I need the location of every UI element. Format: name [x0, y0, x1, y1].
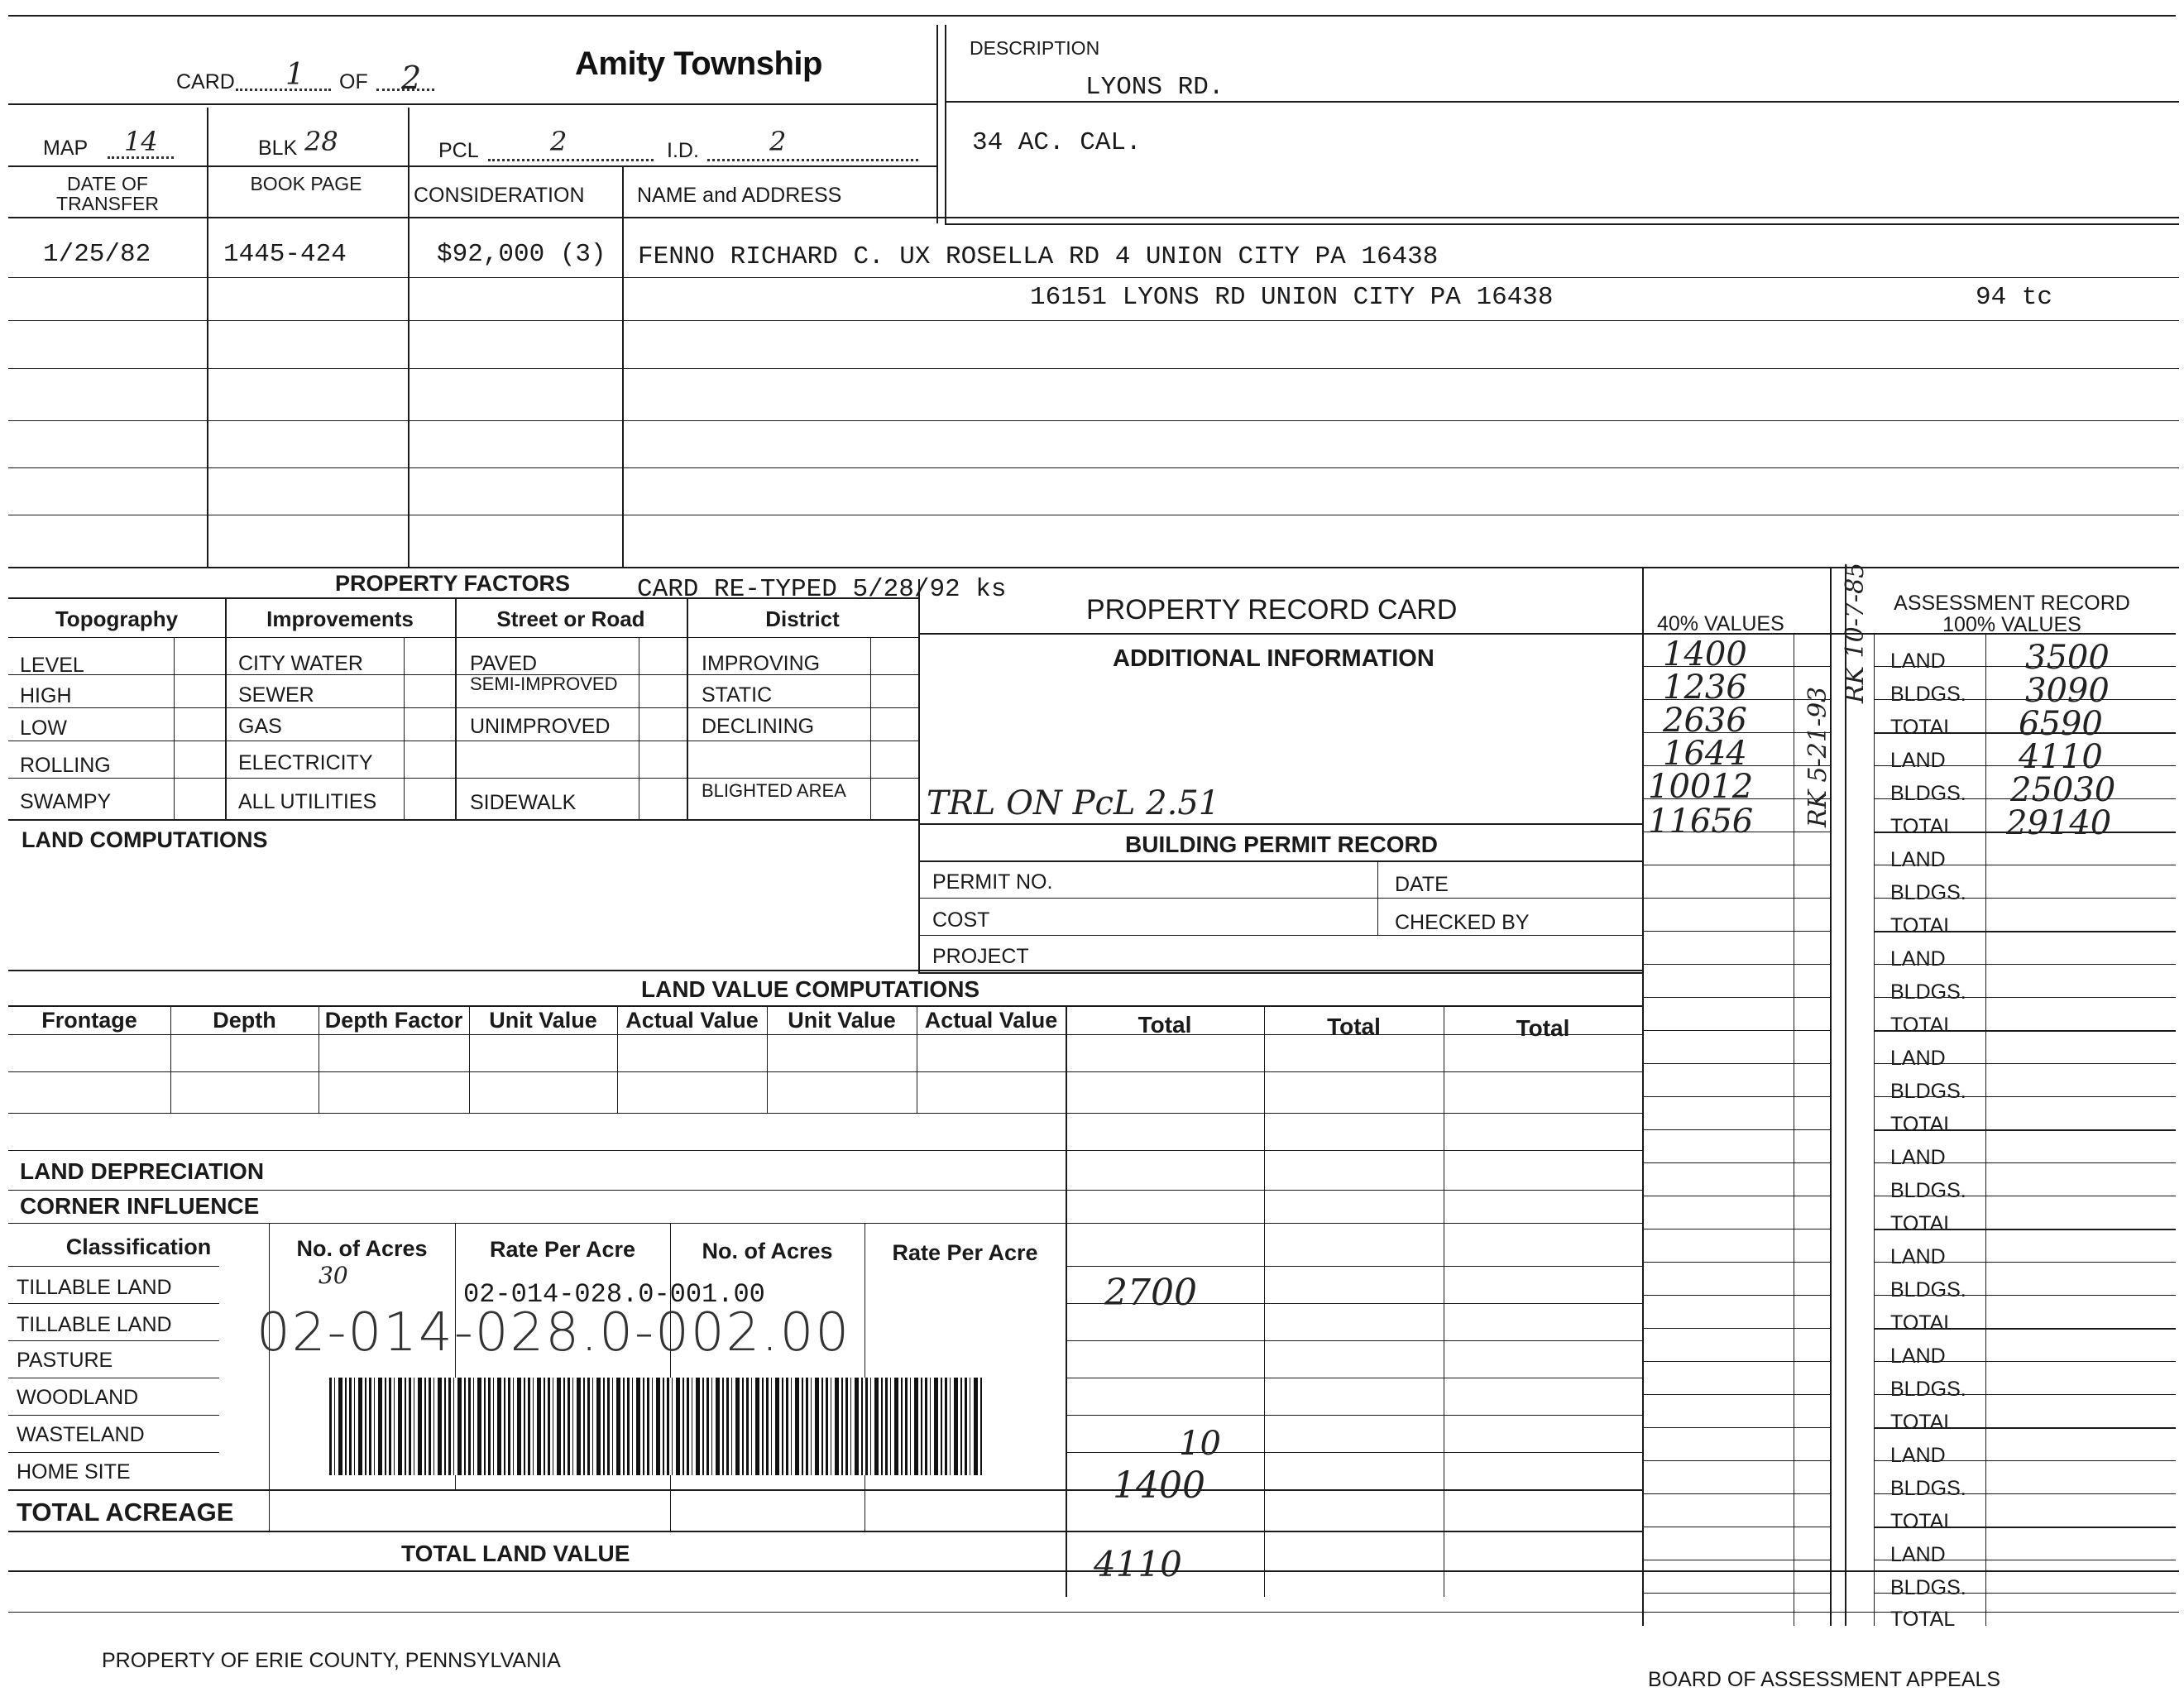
- assess-label-land: LAND: [1890, 1245, 1946, 1268]
- assess-label-bldgs: BLDGS.: [1890, 1576, 1966, 1599]
- record-card-title: PROPERTY RECORD CARD: [1086, 594, 1458, 626]
- street-semi-improved: SEMI-IMPROVED: [470, 673, 618, 694]
- total-land-value-label: TOTAL LAND VALUE: [401, 1541, 630, 1566]
- transfer-address-line2: 16151 LYONS RD UNION CITY PA 16438: [1030, 283, 1554, 312]
- assess-label-land: LAND: [1890, 1047, 1946, 1070]
- handwritten-note: TRL ON PcL 2.51: [927, 784, 1220, 822]
- acre-header-rate-1: Rate Per Acre: [489, 1237, 636, 1262]
- assess-label-land: LAND: [1890, 848, 1946, 871]
- assess-label-bldgs: BLDGS.: [1890, 1080, 1966, 1103]
- header-street: Street or Road: [496, 606, 645, 631]
- land-depreciation-label: LAND DEPRECIATION: [20, 1158, 265, 1184]
- additional-info-label: ADDITIONAL INFORMATION: [1113, 645, 1434, 672]
- topography-level: LEVEL: [20, 654, 84, 677]
- lv-header-total-1: Total: [1138, 1012, 1192, 1038]
- assess-label-total: TOTAL: [1890, 1014, 1956, 1037]
- district-declining: DECLINING: [702, 715, 815, 738]
- margin-note-1: RK 10-7-85: [1841, 562, 1870, 703]
- assess-label-total: TOTAL: [1890, 1113, 1956, 1136]
- assess-label-total: TOTAL: [1890, 1411, 1956, 1434]
- assess-label-land: LAND: [1890, 1543, 1946, 1566]
- assess-label-total: TOTAL: [1890, 716, 1956, 739]
- barcode: [329, 1378, 983, 1475]
- class-wasteland: WASTELAND: [17, 1423, 145, 1446]
- assess-label-total: TOTAL: [1890, 1510, 1956, 1533]
- transfer-book-page: 1445-424: [223, 240, 347, 269]
- topography-rolling: ROLLING: [20, 754, 111, 777]
- assess-value-total-1: 6590: [2019, 705, 2103, 743]
- col-header-consideration: CONSIDERATION: [414, 184, 585, 207]
- assess-label-bldgs: BLDGS.: [1890, 683, 1966, 706]
- description-label: DESCRIPTION: [970, 37, 1100, 59]
- hand-value-10: 10: [1179, 1425, 1221, 1463]
- assess-label-land: LAND: [1890, 1444, 1946, 1467]
- assess-value-total-2: 29140: [2006, 804, 2112, 842]
- assess-label-land: LAND: [1890, 1344, 1946, 1368]
- improvement-electricity: ELECTRICITY: [238, 751, 373, 774]
- description-line1: LYONS RD.: [1085, 73, 1224, 102]
- retyped-note: CARD RE-TYPED 5/28/92 ks: [637, 575, 1007, 604]
- permit-date-label: DATE: [1395, 873, 1449, 896]
- assess-label-bldgs: BLDGS.: [1890, 1179, 1966, 1202]
- assess-label-bldgs: BLDGS.: [1890, 1477, 1966, 1500]
- topography-low: LOW: [20, 717, 67, 740]
- lv-header-depth: Depth: [213, 1008, 276, 1033]
- hand-value-1400: 1400: [1113, 1464, 1205, 1507]
- value40-5: 10012: [1648, 768, 1754, 806]
- lv-header-unit-value-2: Unit Value: [788, 1008, 896, 1033]
- map-value: 14: [124, 126, 158, 157]
- id-label: I.D.: [667, 139, 699, 162]
- blk-value: 28: [304, 126, 338, 157]
- header-district: District: [765, 606, 840, 631]
- assess-label-total: TOTAL: [1890, 1212, 1956, 1235]
- values-40-header: 40% VALUES: [1657, 612, 1784, 635]
- assess-label-bldgs: BLDGS.: [1890, 881, 1966, 904]
- street-unimproved: UNIMPROVED: [470, 715, 611, 738]
- value40-1: 1400: [1663, 635, 1747, 673]
- blk-label: BLK: [258, 137, 298, 160]
- assess-label-bldgs: BLDGS.: [1890, 1378, 1966, 1401]
- value40-2: 1236: [1663, 669, 1747, 707]
- pcl-value: 2: [550, 126, 568, 157]
- class-tillable-2: TILLABLE LAND: [17, 1313, 172, 1336]
- transfer-note: 94 tc: [1976, 283, 2053, 312]
- class-home-site: HOME SITE: [17, 1460, 131, 1483]
- header-topography: Topography: [55, 606, 179, 631]
- value40-6: 11656: [1648, 803, 1754, 841]
- district-blighted: BLIGHTED AREA: [702, 780, 846, 801]
- footer-left: PROPERTY OF ERIE COUNTY, PENNSYLVANIA: [102, 1649, 561, 1672]
- transfer-name-address: FENNO RICHARD C. UX ROSELLA RD 4 UNION CITY PA 16438: [638, 242, 1439, 271]
- stamped-parcel-id: 02-014-028.0-001.00: [463, 1279, 765, 1310]
- district-improving: IMPROVING: [702, 652, 821, 675]
- assess-value-land-1: 3500: [2025, 639, 2110, 677]
- assess-value-land-2: 4110: [2019, 738, 2103, 776]
- corner-influence-label: CORNER INFLUENCE: [20, 1193, 260, 1219]
- improvement-gas: GAS: [238, 715, 282, 738]
- lv-header-actual-value-2: Actual Value: [924, 1008, 1058, 1033]
- lv-header-frontage: Frontage: [41, 1008, 137, 1033]
- map-label: MAP: [43, 137, 89, 160]
- building-permit-label: BUILDING PERMIT RECORD: [1125, 832, 1438, 857]
- improvement-all-utilities: ALL UTILITIES: [238, 790, 377, 813]
- assess-value-bldgs-1: 3090: [2025, 672, 2110, 710]
- assess-label-total: TOTAL: [1890, 1311, 1956, 1335]
- handwritten-parcel-id: 02-014-028.0-002.00: [256, 1302, 851, 1364]
- checked-by-label: CHECKED BY: [1395, 911, 1530, 934]
- hand-total-land-value: 4110: [1094, 1544, 1182, 1584]
- assess-label-bldgs: BLDGS.: [1890, 980, 1966, 1004]
- footer-right: BOARD OF ASSESSMENT APPEALS: [1648, 1668, 2001, 1691]
- assess-label-bldgs: BLDGS.: [1890, 1278, 1966, 1301]
- acre-header-acres-1: No. of Acres: [296, 1236, 428, 1261]
- card-label: CARD: [176, 70, 235, 93]
- pcl-label: PCL: [438, 139, 479, 162]
- card-number: 1: [285, 58, 304, 92]
- assess-label-land: LAND: [1890, 947, 1946, 971]
- lv-header-depth-factor: Depth Factor: [324, 1008, 463, 1033]
- transfer-date: 1/25/82: [43, 240, 151, 269]
- assess-label-land: LAND: [1890, 749, 1946, 772]
- class-tillable-1: TILLABLE LAND: [17, 1276, 172, 1299]
- township-title: Amity Township: [575, 46, 822, 82]
- col-header-date: DATE OF TRANSFER: [56, 173, 159, 214]
- topography-swampy: SWAMPY: [20, 790, 112, 813]
- acre-header-rate-2: Rate Per Acre: [892, 1240, 1038, 1265]
- assess-label-land: LAND: [1890, 649, 1946, 673]
- description-line2: 34 AC. CAL.: [972, 128, 1142, 157]
- acre-header-classification: Classification: [65, 1234, 212, 1259]
- assessment-header: ASSESSMENT RECORD: [1894, 592, 2130, 615]
- value40-4: 1644: [1663, 735, 1747, 773]
- district-static: STATIC: [702, 683, 773, 707]
- id-value: 2: [769, 126, 787, 157]
- improvement-water: CITY WATER: [238, 652, 363, 675]
- lv-header-total-2: Total: [1327, 1014, 1381, 1039]
- assess-label-total: TOTAL: [1890, 914, 1956, 937]
- lv-header-actual-value-1: Actual Value: [625, 1008, 759, 1033]
- col-header-book: BOOK PAGE: [250, 173, 362, 194]
- land-value-title: LAND VALUE COMPUTATIONS: [641, 976, 980, 1002]
- acre-header-acres-2: No. of Acres: [702, 1239, 833, 1263]
- assess-label-total: TOTAL: [1890, 815, 1956, 838]
- class-pasture: PASTURE: [17, 1349, 113, 1372]
- hand-acres: 30: [318, 1262, 348, 1289]
- class-woodland: WOODLAND: [17, 1386, 139, 1409]
- land-computations-label: LAND COMPUTATIONS: [22, 827, 268, 852]
- of-label: OF: [339, 70, 368, 93]
- lv-header-total-3: Total: [1516, 1015, 1570, 1041]
- project-label: PROJECT: [932, 945, 1029, 968]
- assessment-subheader: 100% VALUES: [1942, 613, 2081, 636]
- value40-3: 2636: [1663, 702, 1747, 740]
- assess-label-bldgs: BLDGS.: [1890, 782, 1966, 805]
- card-total: 2: [401, 60, 422, 96]
- improvement-sewer: SEWER: [238, 683, 314, 707]
- topography-high: HIGH: [20, 684, 72, 707]
- col-header-name: NAME and ADDRESS: [637, 184, 842, 207]
- total-acreage-label: TOTAL ACREAGE: [17, 1498, 234, 1527]
- assess-label-total: TOTAL: [1890, 1608, 1956, 1631]
- assess-label-land: LAND: [1890, 1146, 1946, 1169]
- hand-value-2700: 2700: [1104, 1272, 1197, 1314]
- permit-no-label: PERMIT NO.: [932, 870, 1053, 894]
- transfer-consideration: $92,000 (3): [437, 240, 606, 269]
- margin-note-2: RK 5-21-93: [1803, 686, 1832, 827]
- street-sidewalk: SIDEWALK: [470, 791, 577, 814]
- lv-header-unit-value-1: Unit Value: [489, 1008, 597, 1033]
- header-improvements: Improvements: [266, 606, 414, 631]
- street-paved: PAVED: [470, 652, 538, 675]
- assess-value-bldgs-2: 25030: [2010, 771, 2116, 809]
- property-factors-title: PROPERTY FACTORS: [335, 571, 571, 596]
- permit-cost-label: COST: [932, 908, 990, 932]
